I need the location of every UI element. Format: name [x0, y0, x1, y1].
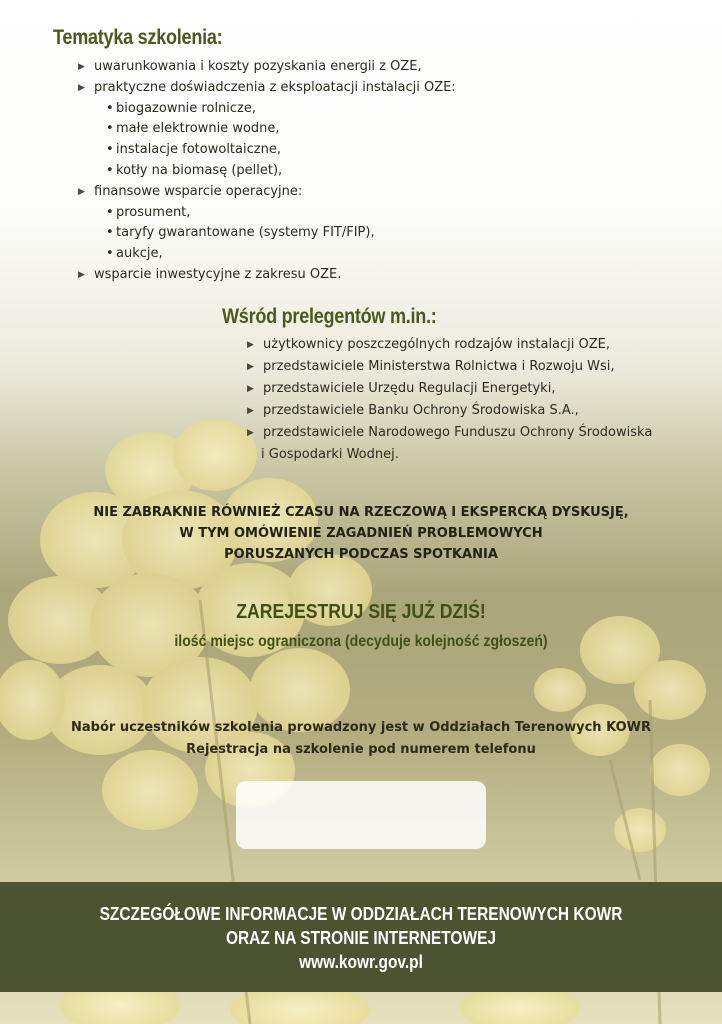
list-item: • prosument,: [78, 203, 578, 224]
footer-banner: SZCZEGÓŁOWE INFORMACJE W ODDZIAŁACH TERENOWYCH KOWR ORAZ NA STRONIE INTERNETOWEJ www.kowr.gov.pl: [0, 882, 722, 992]
dot-bullet-icon: •: [106, 142, 114, 158]
list-item: • instalacje fotowoltaiczne,: [78, 140, 578, 161]
dot-bullet-icon: •: [106, 204, 114, 220]
triangle-bullet-icon: ▶: [247, 384, 254, 394]
phone-number-box: [236, 781, 486, 849]
triangle-bullet-icon: ▶: [78, 82, 85, 93]
list-item: ▶ praktyczne doświadczenia z eksploatacji instalacji OZE:: [78, 78, 578, 99]
list-item: • taryfy gwarantowane (systemy FIT/FIP),: [78, 223, 578, 244]
sub-list: [78, 99, 578, 182]
triangle-bullet-icon: ▶: [247, 428, 254, 438]
list-item-continuation: i Gospodarki Wodnej.: [261, 447, 399, 462]
list-item: ▶ finansowe wsparcie operacyjne:: [78, 182, 578, 203]
list-item: • aukcje,: [78, 244, 578, 265]
list-item: ▶ użytkownicy poszczególnych rodzajów instalacji OZE,: [247, 334, 707, 356]
recruitment-info: Nabór uczestników szkolenia prowadzony jest w Oddziałach Terenowych KOWR Rejestracja na szkolenie pod numerem telefonu: [71, 720, 651, 757]
triangle-bullet-icon: ▶: [78, 62, 85, 72]
triangle-bullet-icon: ▶: [247, 406, 254, 416]
topics-list: [78, 57, 578, 286]
list-item: • biogazownie rolnicze,: [78, 99, 578, 120]
triangle-bullet-icon: ▶: [78, 269, 85, 280]
list-item: ▶ wsparcie inwestycyjne z zakresu OZE.: [78, 265, 578, 286]
list-item: • małe elektrownie wodne,: [78, 119, 578, 140]
triangle-bullet-icon: ▶: [247, 340, 254, 350]
dot-bullet-icon: •: [106, 100, 114, 116]
limited-seats-note: ilość miejsc ograniczona (decyduje kolejność zgłoszeń): [174, 633, 548, 650]
triangle-bullet-icon: ▶: [247, 362, 254, 372]
discussion-notice: NIE ZABRAKNIE RÓWNIEŻ CZASU NA RZECZOWĄ I EKSPERCKĄ DYSKUSJĘ, W TYM OMÓWIENIE ZAGADNIEŃ PROBLEMOWYCH PORUSZANYCH PODCZAS SPOTKANIA: [93, 505, 629, 562]
speakers-list: [247, 334, 707, 465]
dot-bullet-icon: •: [106, 121, 114, 137]
dot-bullet-icon: •: [106, 162, 114, 178]
list-item: ▶ uwarunkowania i koszty pozyskania energii z OZE,: [78, 57, 578, 78]
list-item: ▶ przedstawiciele Urzędu Regulacji Energetyki,: [247, 378, 707, 400]
dot-bullet-icon: •: [106, 225, 114, 241]
speakers-heading: Wśród prelegentów m.in.:: [222, 305, 437, 328]
list-item: ▶ przedstawiciele Narodowego Funduszu Ochrony Środowiska: [247, 422, 707, 444]
website-link[interactable]: www.kowr.gov.pl: [299, 952, 423, 972]
list-item: ▶ przedstawiciele Ministerstwa Rolnictwa i Rozwoju Wsi,: [247, 356, 707, 378]
topics-heading: Tematyka szkolenia:: [53, 26, 223, 49]
list-item: • kotły na biomasę (pellet),: [78, 161, 578, 182]
list-item: ▶ przedstawiciele Banku Ochrony Środowiska S.A.,: [247, 400, 707, 422]
dot-bullet-icon: •: [106, 246, 114, 262]
register-headline: ZAREJESTRUJ SIĘ JUŻ DZIŚ!: [236, 601, 486, 623]
triangle-bullet-icon: ▶: [78, 186, 85, 197]
sub-list: [78, 203, 578, 265]
